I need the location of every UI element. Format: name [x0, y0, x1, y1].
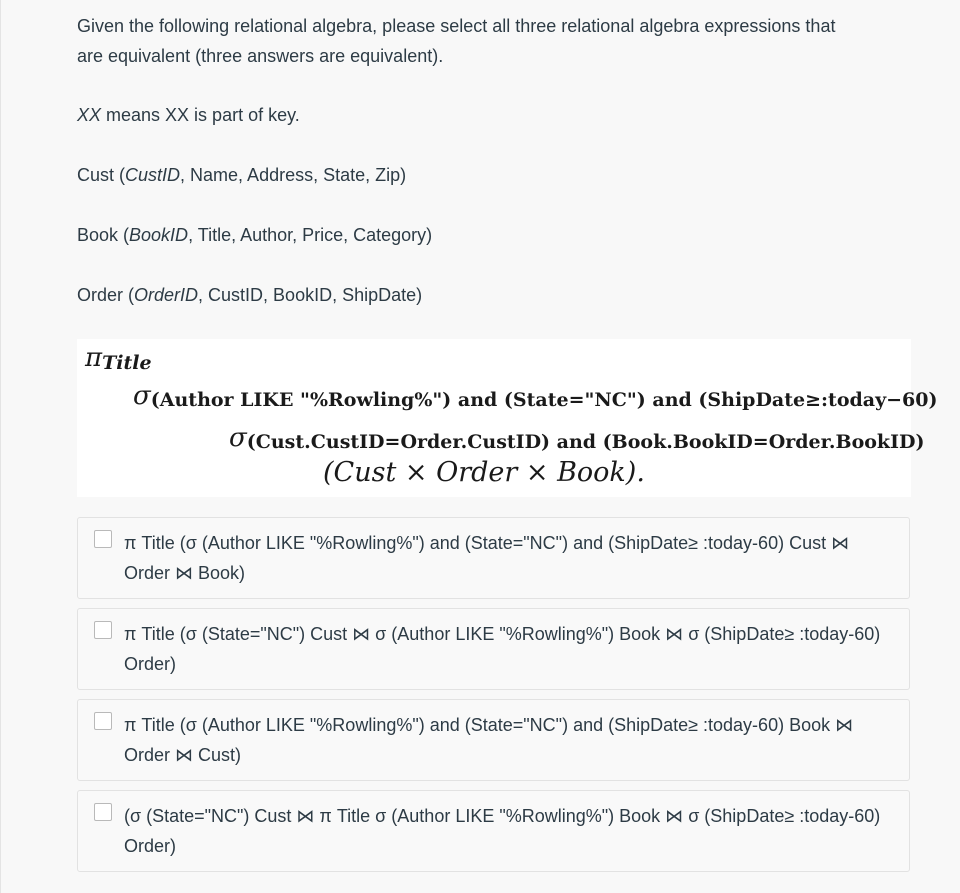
question-intro	[77, 11, 835, 71]
projection-attribute: Title	[102, 352, 152, 374]
schema-order	[77, 280, 422, 310]
question-intro-line-1: Given the following relational algebra, please select all three relational algebra expressions that	[77, 16, 836, 36]
answer-option-3-label[interactable]: π Title (σ (Author LIKE "%Rowling%") and (State="NC") and (ShipDate≥ :today-60) Book ⋈ Order ⋈ Cust)	[124, 715, 854, 765]
answer-option-4-checkbox[interactable]	[94, 803, 112, 821]
question-intro-line-2: are equivalent (three answers are equivalent).	[77, 46, 444, 66]
answer-option-2[interactable]	[77, 608, 910, 690]
formula-selection-1	[133, 383, 937, 413]
sigma-symbol: σ	[229, 423, 247, 453]
answer-option-1[interactable]	[77, 517, 910, 599]
schema-cust-attributes: , Name, Address, State, Zip)	[180, 165, 407, 185]
schema-order-key: OrderID	[134, 285, 199, 305]
relational-algebra-formula	[77, 339, 938, 497]
formula-selection-2	[229, 425, 924, 455]
schema-cust	[77, 160, 406, 190]
formula-projection	[85, 343, 152, 373]
answer-option-2-checkbox[interactable]	[94, 621, 112, 639]
schema-cust-name: Cust (	[77, 165, 126, 185]
answer-option-1-label[interactable]: π Title (σ (Author LIKE "%Rowling%") and (State="NC") and (ShipDate≥ :today-60) Cust ⋈ Order ⋈ Book)	[124, 533, 850, 583]
pi-symbol: π	[85, 343, 103, 373]
answer-option-4[interactable]	[77, 790, 910, 872]
key-note-key: XX	[77, 105, 102, 125]
schema-book-name: Book (	[77, 225, 130, 245]
schema-book-attributes: , Title, Author, Price, Category)	[188, 225, 433, 245]
schema-book-key: BookID	[129, 225, 189, 245]
key-note-text: means XX is part of key.	[101, 105, 300, 125]
answer-option-3-checkbox[interactable]	[94, 712, 112, 730]
schema-order-name: Order (	[77, 285, 135, 305]
key-note	[77, 100, 300, 130]
selection-1-condition: (Author LIKE "%Rowling%") and (State="NC") and (ShipDate≥:today−60)	[150, 389, 938, 411]
schema-book	[77, 220, 432, 250]
answer-option-3[interactable]	[77, 699, 910, 781]
answer-option-4-label[interactable]: (σ (State="NC") Cust ⋈ π Title σ (Author LIKE "%Rowling%") Book ⋈ σ (ShipDate≥ :today-60) Order)	[124, 806, 881, 856]
formula-cartesian-product: (Cust × Order × Book).	[323, 457, 645, 488]
sigma-symbol: σ	[133, 381, 151, 411]
answer-option-1-checkbox[interactable]	[94, 530, 112, 548]
answer-option-2-label[interactable]: π Title (σ (State="NC") Cust ⋈ σ (Author LIKE "%Rowling%") Book ⋈ σ (ShipDate≥ :today-60) Order)	[124, 624, 881, 674]
schema-order-attributes: , CustID, BookID, ShipDate)	[198, 285, 423, 305]
selection-2-condition: (Cust.CustID=Order.CustID) and (Book.BookID=Order.BookID)	[246, 431, 925, 453]
schema-cust-key: CustID	[125, 165, 181, 185]
